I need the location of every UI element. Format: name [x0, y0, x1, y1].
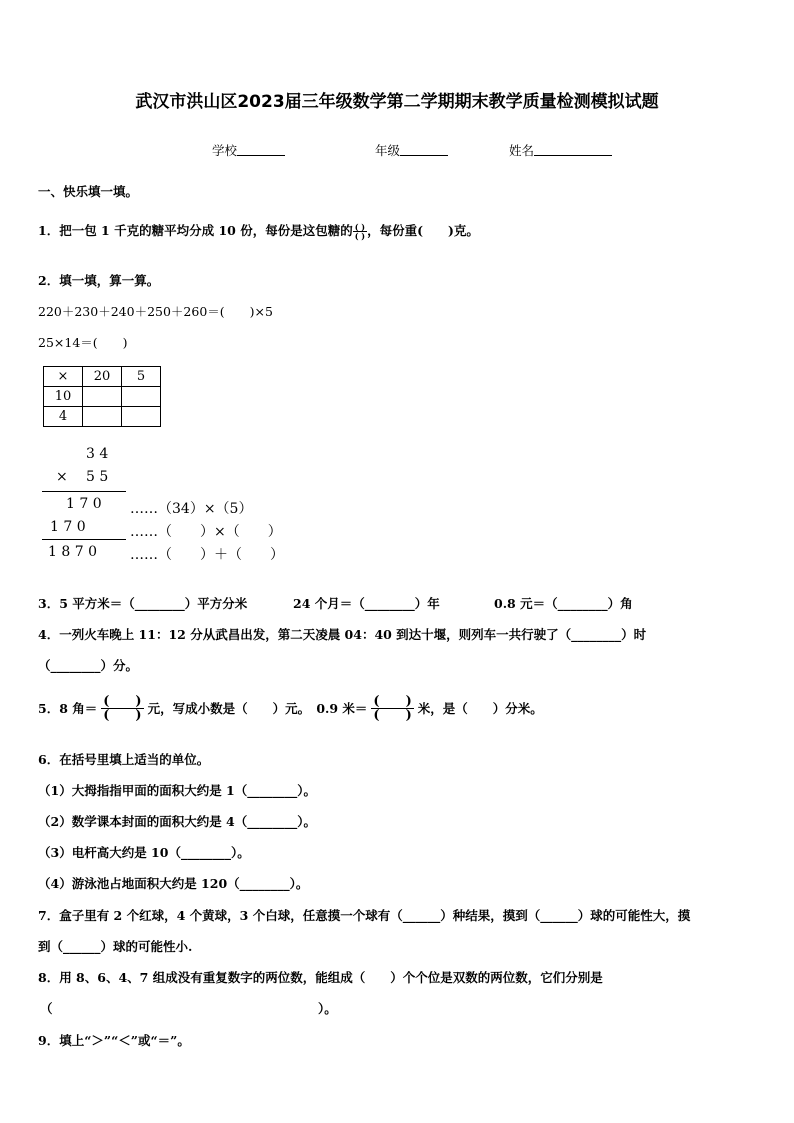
grid-cell[interactable]: [122, 387, 161, 407]
question-9: 9．填上“＞”“＜”或“＝”。: [38, 1033, 190, 1048]
grid-row-2: 4: [44, 407, 83, 427]
vm-line-1: [42, 491, 126, 492]
question-7-line-1: 7．盒子里有 2 个红球，4 个黄球，3 个白球，任意摸一个球有（______）种结果，摸到（______）球的可能性大，摸: [38, 908, 691, 923]
page-title: 武汉市洪山区2023届三年级数学第二学期期末教学质量检测模拟试题: [135, 92, 659, 112]
name-label: 姓名: [509, 143, 535, 158]
q5-numerator-2: ( ): [373, 693, 412, 709]
q2-equation-2: 25×14＝( ): [38, 335, 128, 350]
q5-fraction-1: [101, 695, 143, 722]
vm-note-3: ……（ ）＋（ ）: [130, 547, 284, 563]
q5-numerator-1: ( ): [103, 693, 142, 709]
q5-denominator-2: ( ): [373, 707, 412, 723]
question-3a: 3．5 平方米＝（________）平方分米: [38, 596, 248, 611]
grid-cell[interactable]: [122, 407, 161, 427]
q1-text: 1．把一包 1 千克的糖平均分成 10 份，每份是这包糖的: [38, 223, 353, 238]
question-3b: 24 个月＝（________）年: [293, 596, 440, 611]
question-6-intro: 6．在括号里填上适当的单位。: [38, 752, 210, 767]
vm-partial-2: 1 7 0: [50, 519, 86, 535]
school-label: 学校: [212, 143, 238, 158]
section-heading: 一、快乐填一填。: [38, 184, 139, 199]
q5-denominator-1: ( ): [103, 707, 142, 723]
question-7-line-2: 到（______）球的可能性小.: [38, 939, 193, 954]
vm-line-2: [42, 539, 126, 540]
question-6-item-4: （4）游泳池占地面积大约是 120（________）。: [38, 876, 309, 891]
name-blank: [534, 142, 612, 156]
grade-label: 年级: [375, 143, 401, 158]
q5-text-a: 5．8 角＝: [38, 701, 98, 716]
question-1: [38, 221, 479, 240]
school-field[interactable]: [212, 141, 285, 159]
q1-text-after: ，每份重( )克。: [367, 223, 479, 238]
vm-operator: ×: [56, 469, 68, 485]
question-4-line-2: （________）分。: [38, 658, 139, 673]
vm-partial-1: 1 7 0: [66, 496, 102, 512]
question-8-line-1: 8．用 8、6、4、7 组成没有重复数字的两位数，能组成（ ）个个位是双数的两位数，它们分别是: [38, 970, 603, 985]
multiplication-grid: [43, 366, 161, 427]
question-6-item-1: （1）大拇指指甲面的面积大约是 1（________）。: [38, 783, 316, 798]
q2-equation-1: 220＋230＋240＋250＋260＝( )×5: [38, 304, 273, 319]
q5-text-c: 米，是（ ）分米。: [417, 701, 543, 716]
grade-field[interactable]: [375, 141, 448, 159]
q1-denominator: ( ): [354, 231, 366, 241]
q1-fraction: [353, 223, 367, 240]
question-8-open: （: [40, 1001, 53, 1016]
question-6-item-3: （3）电杆高大约是 10（________）。: [38, 845, 250, 860]
vm-sum: 1 8 7 0: [48, 544, 97, 560]
question-5: [38, 686, 543, 730]
question-4-line-1: 4．一列火车晚上 11：12 分从武昌出发，第二天凌晨 04：40 到达十堰，则列车一共行驶了（________）时: [38, 627, 647, 642]
grade-blank: [400, 142, 448, 156]
grid-row-1: 10: [44, 387, 83, 407]
q1-numerator: ( ): [354, 222, 366, 232]
grid-cell[interactable]: [83, 387, 122, 407]
vm-multiplicand: 3 4: [86, 446, 109, 462]
question-2-intro: 2．填一填，算一算。: [38, 273, 160, 288]
grid-cell[interactable]: [83, 407, 122, 427]
grid-col-1: 20: [83, 367, 122, 387]
question-8-close: ）。: [318, 1001, 337, 1016]
question-3c: 0.8 元＝（________）角: [494, 596, 633, 611]
name-field[interactable]: [509, 141, 612, 159]
grid-corner: ×: [44, 367, 83, 387]
vm-note-1: ……（34）×（5）: [130, 501, 253, 517]
vm-multiplier: 5 5: [86, 469, 109, 485]
vm-note-2: ……（ ）×（ ）: [130, 524, 282, 540]
grid-col-2: 5: [122, 367, 161, 387]
q5-text-b: 元，写成小数是（ ）元。 0.9 米＝: [147, 701, 368, 716]
question-6-item-2: （2）数学课本封面的面积大约是 4（________）。: [38, 814, 316, 829]
school-blank: [237, 142, 285, 156]
q5-fraction-2: [371, 695, 413, 722]
